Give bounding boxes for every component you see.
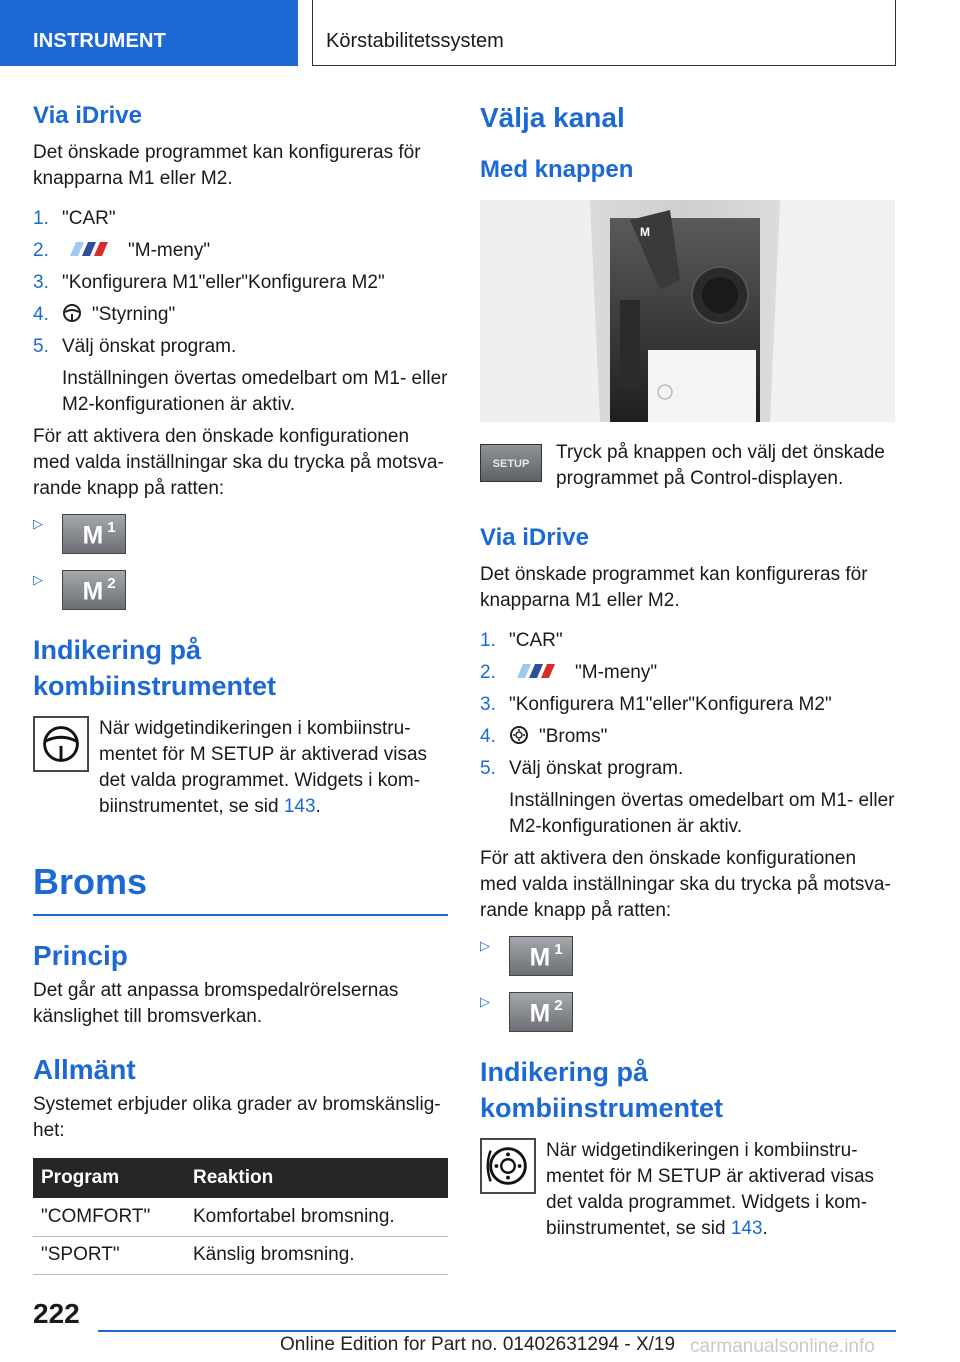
kanal-heading: Välja kanal [480, 102, 625, 133]
svg-text:1: 1 [107, 519, 116, 537]
watermark: carmanualsonline.info [690, 1336, 875, 1357]
section-divider [33, 914, 448, 916]
list-item: 3. "Konfigurera M1"eller"Konfigurera M2" [480, 694, 832, 715]
table-cell: Komfortabel bromsning. [185, 1198, 448, 1236]
setup-instruction [480, 440, 895, 492]
steering-wheel-icon [33, 716, 89, 772]
triangle-bullet-icon: ▷ [33, 516, 43, 531]
svg-text:M: M [640, 225, 650, 239]
brake-disc-icon [480, 1138, 536, 1194]
page-link[interactable]: 143 [283, 796, 316, 817]
allmant-heading: Allmänt [33, 1054, 136, 1085]
console-image [480, 200, 895, 422]
activate-text-2: För att aktivera den önskade konfigurationen med valda inställningar ska du trycka på motsvarande knapp på ratten: [480, 848, 891, 921]
page-number: 222 [33, 1298, 80, 1329]
table-cell: "SPORT" [33, 1236, 185, 1274]
setup-button: SETUP [480, 444, 542, 482]
allmant-text: Systemet erbjuder olika grader av bromskänslighet: [33, 1094, 441, 1141]
list-item: 2. "M-meny" [480, 662, 658, 683]
svg-text:M: M [529, 1000, 551, 1028]
display-block [33, 716, 448, 820]
list-item: 3. "Konfigurera M1"eller"Konfigurera M2" [33, 272, 385, 293]
edition-text: Online Edition for Part no. 01402631294 - X/19 [280, 1334, 676, 1355]
svg-text:M: M [82, 578, 104, 606]
brake-program-table [33, 1158, 448, 1275]
svg-text:2: 2 [107, 575, 116, 593]
center-console-photo [480, 200, 895, 422]
column-header: Program [33, 1158, 185, 1198]
svg-text:2: 2 [554, 997, 563, 1015]
list-item: 5. Välj önskat program. Inställningen övertas omedelbart om M1- eller M2-konfigurationen är aktiv. [33, 336, 448, 415]
display-heading: Indikering på kombiinstrumentet [33, 635, 277, 701]
m2-button-row [480, 992, 895, 1040]
steps-list [33, 206, 448, 418]
knappen-heading: Med knappen [480, 156, 634, 183]
m2-button-row [33, 570, 448, 618]
broms-heading: Broms [33, 861, 148, 902]
table-row [33, 1236, 448, 1274]
m-stripes-icon [509, 664, 565, 678]
m2-button-icon [509, 992, 573, 1032]
activate-text: För att aktivera den önskade konfigurationen med valda inställningar ska du trycka på motsvarande knapp på ratten: [33, 426, 444, 499]
m2-button-icon [62, 570, 126, 610]
display-text-2: När widgetindikeringen i kombiinstrumentet för M SETUP är aktiverad visas det valda programmet. Widgets i kombiinstrumentet, se sid 143. [546, 1140, 875, 1239]
chapter-title: Körstabilitetssystem [312, 0, 896, 66]
footer-rule [98, 1330, 896, 1332]
right-column [480, 100, 895, 1242]
svg-text:1: 1 [554, 941, 563, 959]
column-header: Reaktion [185, 1158, 448, 1198]
list-item: 5. Välj önskat program. Inställningen övertas omedelbart om M1- eller M2-konfigurationen är aktiv. [480, 758, 895, 837]
triangle-bullet-icon: ▷ [480, 938, 490, 953]
section-tab: INSTRUMENT [0, 0, 298, 66]
via-idrive-heading: Via iDrive [33, 102, 142, 129]
left-column [33, 100, 448, 1275]
table-cell: Känslig bromsning. [185, 1236, 448, 1274]
display-block-2 [480, 1138, 895, 1242]
via-idrive-heading-2: Via iDrive [480, 524, 589, 551]
princip-text: Det går att anpassa bromspedalrörelsernas känslighet till bromsverkan. [33, 980, 399, 1027]
svg-text:M: M [82, 522, 104, 550]
table-row [33, 1198, 448, 1236]
display-heading-2: Indikering på kombiinstrumentet [480, 1057, 724, 1123]
m-stripes-icon [62, 242, 118, 256]
page-link[interactable]: 143 [730, 1218, 763, 1239]
list-item: 2. "M-meny" [33, 240, 211, 261]
brake-disc-icon [509, 725, 529, 745]
m1-button-row [480, 936, 895, 984]
princip-heading: Princip [33, 940, 128, 971]
via-idrive-intro-2: Det önskade programmet kan konfigureras för knapparna M1 eller M2. [480, 564, 868, 611]
display-text: När widgetindikeringen i kombiinstrumentet för M SETUP är aktiverad visas det valda programmet. Widgets i kombiinstrumentet, se sid 143. [99, 718, 428, 817]
triangle-bullet-icon: ▷ [33, 572, 43, 587]
setup-text: Tryck på knappen och välj det önskade programmet på Control-displayen. [556, 442, 885, 489]
m1-button-icon [62, 514, 126, 554]
m1-button-icon [509, 936, 573, 976]
list-item: 1. "CAR" [480, 630, 563, 651]
svg-text:M: M [529, 944, 551, 972]
m1-button-row [33, 514, 448, 562]
list-item: 1. "CAR" [33, 208, 116, 229]
page-header [0, 0, 960, 66]
list-item: 4. "Styrning" [33, 304, 176, 325]
via-idrive-intro: Det önskade programmet kan konfigureras för knapparna M1 eller M2. [33, 142, 421, 189]
table-cell: "COMFORT" [33, 1198, 185, 1236]
list-item: 4. "Broms" [480, 726, 608, 747]
steps-list-2 [480, 628, 895, 840]
table-header-row [33, 1158, 448, 1198]
triangle-bullet-icon: ▷ [480, 994, 490, 1009]
steering-wheel-icon [62, 303, 82, 323]
